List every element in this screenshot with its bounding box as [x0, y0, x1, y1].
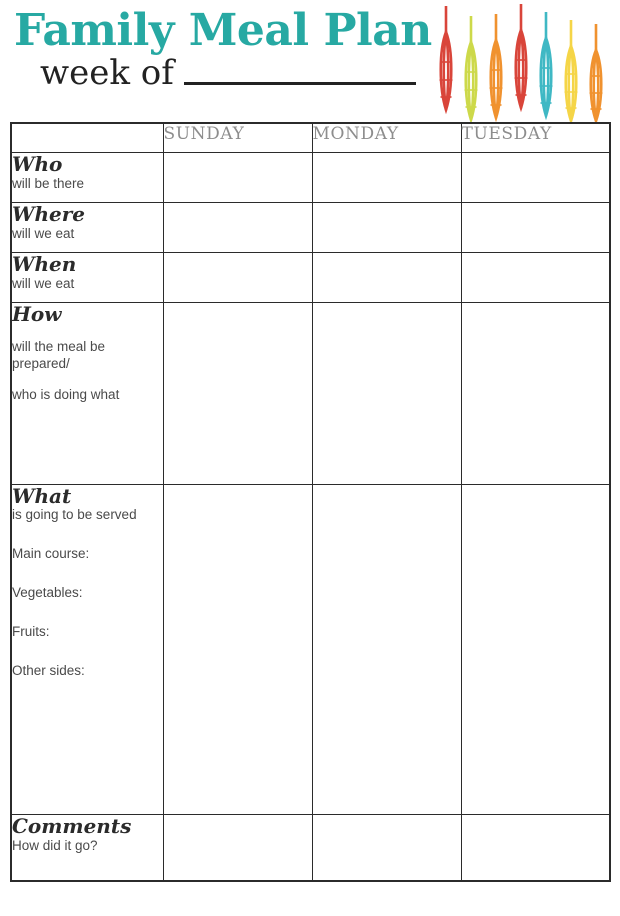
row-label-comments [11, 815, 163, 881]
whisk-icon [490, 14, 503, 118]
page-header [0, 0, 620, 122]
cell-what-sunday[interactable] [163, 485, 312, 815]
row-label-who [11, 153, 163, 203]
row-title: Who [12, 152, 63, 176]
cell-who-tuesday[interactable] [461, 153, 610, 203]
row-subtitle-secondary: who is doing what [12, 386, 120, 402]
column-header-tuesday: TUESDAY [461, 123, 610, 153]
row-title: Where [12, 202, 85, 226]
cell-who-monday[interactable] [312, 153, 461, 203]
table-body [11, 153, 610, 881]
row-title: Comments [12, 814, 132, 838]
column-header-monday: MONDAY [312, 123, 461, 153]
row-item-main-course: Main course: [12, 545, 90, 561]
cell-what-tuesday[interactable] [461, 485, 610, 815]
row-subtitle: will we eat [12, 276, 75, 291]
cell-when-monday[interactable] [312, 253, 461, 303]
cell-comments-monday[interactable] [312, 815, 461, 881]
whisk-icon [465, 16, 478, 120]
table-row [11, 303, 610, 485]
week-of-label: week of [40, 53, 174, 94]
row-subtitle: will the meal be prepared/ [12, 339, 106, 371]
table-row [11, 203, 610, 253]
cell-comments-sunday[interactable] [163, 815, 312, 881]
row-label-when [11, 253, 163, 303]
whisk-icon [590, 24, 603, 121]
cell-when-tuesday[interactable] [461, 253, 610, 303]
cell-where-sunday[interactable] [163, 203, 312, 253]
row-label-where [11, 203, 163, 253]
whisk-icon [565, 20, 578, 121]
whisk-icon [440, 6, 453, 110]
cell-where-tuesday[interactable] [461, 203, 610, 253]
row-subtitle: How did it go? [12, 838, 98, 853]
whisk-icon [438, 2, 616, 122]
table-header-row [11, 123, 610, 153]
row-title: How [12, 302, 62, 326]
row-subtitle: is going to be served [12, 507, 137, 522]
row-label-how [11, 303, 163, 485]
table-row [11, 815, 610, 881]
cell-how-tuesday[interactable] [461, 303, 610, 485]
whisk-icon [515, 4, 528, 108]
week-of-blank-field[interactable] [184, 81, 416, 85]
meal-plan-table [10, 122, 611, 882]
cell-where-monday[interactable] [312, 203, 461, 253]
row-item-other-sides: Other sides: [12, 662, 85, 678]
whisk-icon [540, 12, 553, 116]
row-subtitle: will we eat [12, 226, 75, 241]
table-header [11, 123, 610, 153]
cell-when-sunday[interactable] [163, 253, 312, 303]
cell-what-monday[interactable] [312, 485, 461, 815]
page-title: Family Meal Plan [14, 5, 432, 56]
column-header-sunday: SUNDAY [163, 123, 312, 153]
row-subtitle: will be there [12, 176, 85, 191]
row-label-what [11, 485, 163, 815]
table-row [11, 153, 610, 203]
cell-how-sunday[interactable] [163, 303, 312, 485]
cell-who-sunday[interactable] [163, 153, 312, 203]
cell-comments-tuesday[interactable] [461, 815, 610, 881]
row-item-vegetables: Vegetables: [12, 584, 83, 600]
cell-how-monday[interactable] [312, 303, 461, 485]
row-title: When [12, 252, 77, 276]
row-item-fruits: Fruits: [12, 623, 50, 639]
whisk-illustration [438, 2, 616, 122]
row-title: What [12, 484, 72, 508]
table-row [11, 253, 610, 303]
meal-plan-sheet [0, 122, 620, 882]
corner-cell [11, 123, 163, 153]
table-row [11, 485, 610, 815]
